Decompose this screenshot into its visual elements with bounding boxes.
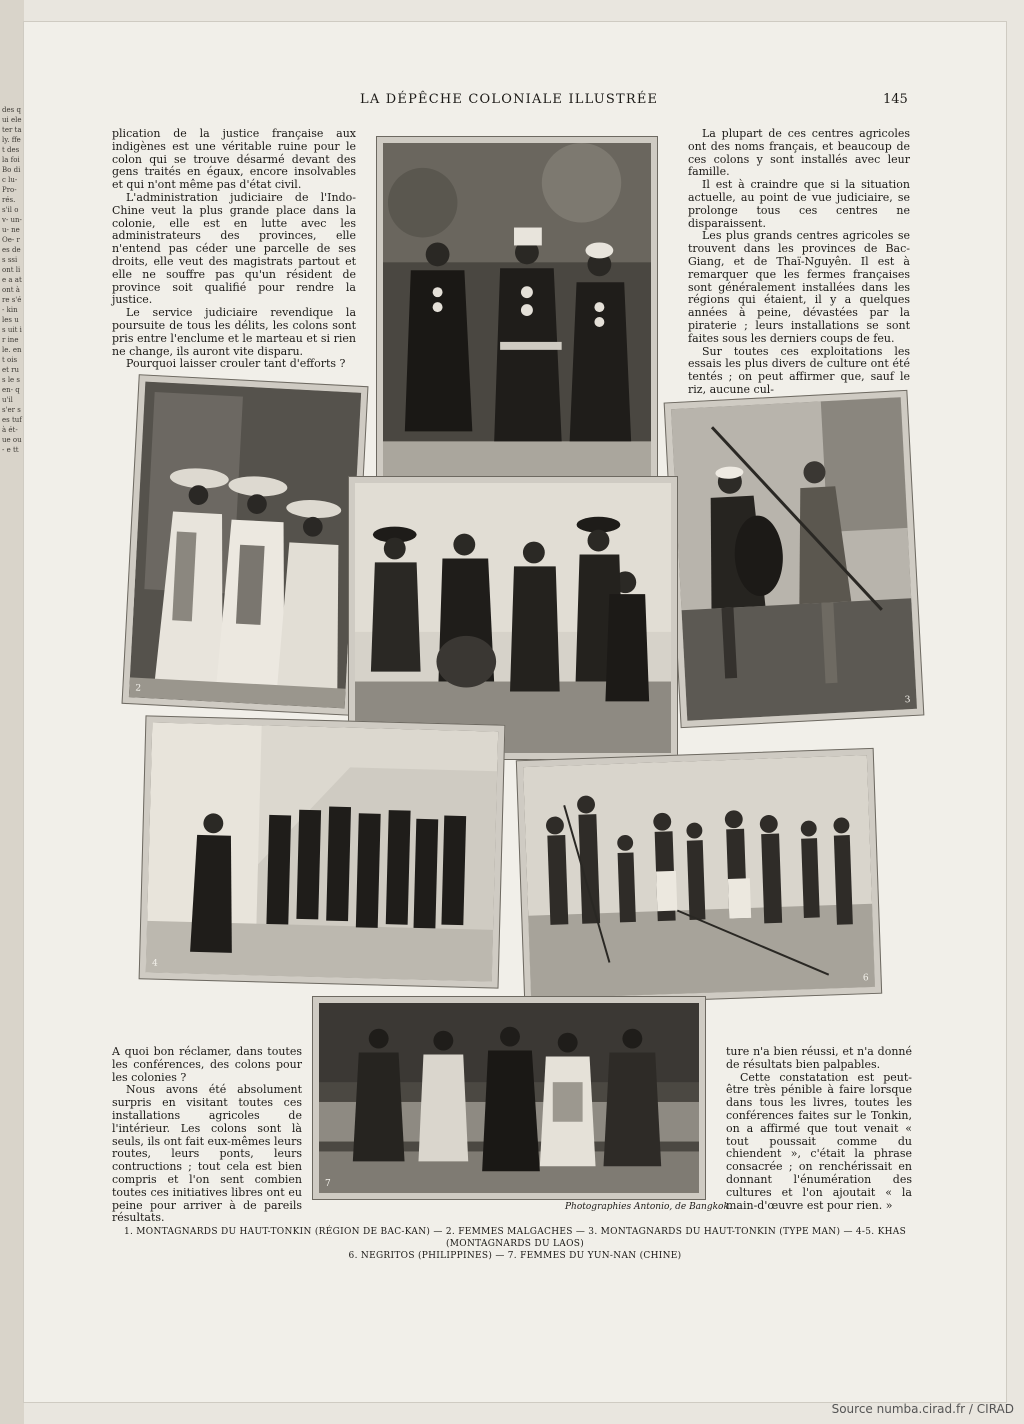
photo-4-figures xyxy=(146,723,498,982)
text-column-right-bottom xyxy=(726,1046,912,1212)
photo-credit: Photographies Antonio, de Bangkok. xyxy=(565,1202,732,1212)
photo-number: 3 xyxy=(904,695,911,706)
photo-1-figures xyxy=(383,143,651,505)
photo-number: 4 xyxy=(151,958,158,969)
page-header-title: LA DÉPÊCHE COLONIALE ILLUSTRÉE xyxy=(360,92,659,107)
source-footer: Source numba.cirad.fr / CIRAD xyxy=(831,1402,1014,1416)
photo-2-femmes-malgaches xyxy=(122,374,369,716)
photo-number: 6 xyxy=(862,973,869,984)
photo-number: 2 xyxy=(135,683,142,694)
caption-line: 6. NEGRITOS (PHILIPPINES) — 7. FEMMES DU YUN-NAN (CHINE) xyxy=(348,1251,682,1261)
paragraph: Pourquoi laisser crouler tant d'efforts ? xyxy=(126,357,346,371)
photo-7-femmes-yun-nan xyxy=(312,996,706,1200)
paragraph: plication de la justice française aux indigènes est une véritable ruine pour le colon qui se trouve désarmé devant des gens traités en égaux, encore insolvables et qui n'ont même pas d'état civil. xyxy=(112,127,356,192)
paragraph: A quoi bon réclamer, dans toutes les conférences, des colons pour les colonies ? xyxy=(112,1045,302,1084)
paragraph: Sur toutes ces exploitations les essais les plus divers de culture ont été tentés ; on peut affirmer que, sauf le riz, aucune cul- xyxy=(688,344,910,396)
paragraph: Le service judiciaire revendique la poursuite de tous les délits, les colons sont pris entre l'enclume et le marteau et si rien ne change, ils auront vite disparu. xyxy=(112,306,356,358)
paragraph: ture n'a bien réussi, et n'a donné de résultats bien palpables. xyxy=(726,1045,912,1071)
photo-number: 7 xyxy=(325,1179,331,1189)
page-number: 145 xyxy=(883,92,908,107)
paragraph: Les plus grands centres agricoles se trouvent dans les provinces de Bac-Giang, et de Thaï-Nguyên. Il est à remarquer que les fermes françaises sont généralement installées dans les régions qui étaient, il y a quelques années à peine, dévastées par la piraterie ; leurs installations se sont faites sous les derniers coups de feu. xyxy=(688,229,910,345)
photo-centre-figures xyxy=(355,483,671,753)
adjacent-page-text: des qui ele ter taly. ffet des la foi Bo dic lu- Pro- rés. s'il ov- un- u- ne Oe- res des ssi ont lie a at ont à re s'é- kin les us uit ir ine le. ent ois et rus le sen- qu'il s'er ses tuf à ét- ue ou- e tt xyxy=(2,106,22,454)
figure-captions xyxy=(110,1226,920,1262)
paragraph: La plupart de ces centres agricoles ont des noms français, et beaucoup de ces colons y sont installés avec leur famille. xyxy=(688,127,910,179)
photo-6-figures xyxy=(523,755,875,999)
photo-1-montagnards-bac-kan xyxy=(376,136,658,512)
photo-7-figures xyxy=(319,1003,699,1193)
caption-line: 1. MONTAGNARDS DU HAUT-TONKIN (RÉGION DE BAC-KAN) — 2. FEMMES MALGACHES — 3. MONTAGNARDS DU HAUT-TONKIN (TYPE MAN) — 4-5. KHAS (MONTAGNARDS DU LAOS) xyxy=(123,1227,907,1249)
text-column-left-top xyxy=(112,128,356,371)
paragraph: Il est à craindre que si la situation actuelle, au point de vue judiciaire, se prolonge tous ces centres ne disparaissent. xyxy=(688,178,910,230)
photo-3-figures xyxy=(671,397,917,721)
photo-4-khas-laos xyxy=(139,715,506,988)
adjacent-page-edge xyxy=(0,0,24,1424)
text-column-right-top xyxy=(688,128,910,397)
text-column-left-bottom xyxy=(112,1046,302,1225)
paragraph: L'administration judiciaire de l'Indo-Chine veut la plus grande place dans la colonie, elle est en lutte avec les administrateurs des provinces, elle n'entend pas céder une parcelle de ses droits, elle veut des magistrats partout et elle ne souffre pas qu'un résident de province soit qualifié pour rendre la justice. xyxy=(112,190,356,307)
photo-2-figures xyxy=(129,382,361,709)
paragraph: Cette constatation est peut-être très pénible à faire lorsque dans tous les livres, toutes les conférences faites sur le Tonkin, on a affirmé que tout venait « tout poussait comme du chiendent », c'était la phrase consacrée ; on renchérissait en donnant l'énumération des cultures et l'on ajoutait « la main-d'œuvre est pour rien. » xyxy=(726,1070,912,1212)
photo-6-negritos-philippines xyxy=(516,748,882,1006)
photo-3-montagnards-type-man xyxy=(664,390,925,728)
paragraph: Nous avons été absolument surpris en visitant toutes ces installations agricoles de l'intérieur. Les colons sont là seuls, ils ont fait eux-mêmes leurs routes, leurs ponts, leurs contructions ; tout cela est bien compris et l'on sent combien toutes ces initiatives libres ont eu peine pour arriver à de pareils résultats. xyxy=(112,1083,302,1225)
photo-centre-group-hats xyxy=(348,476,678,760)
